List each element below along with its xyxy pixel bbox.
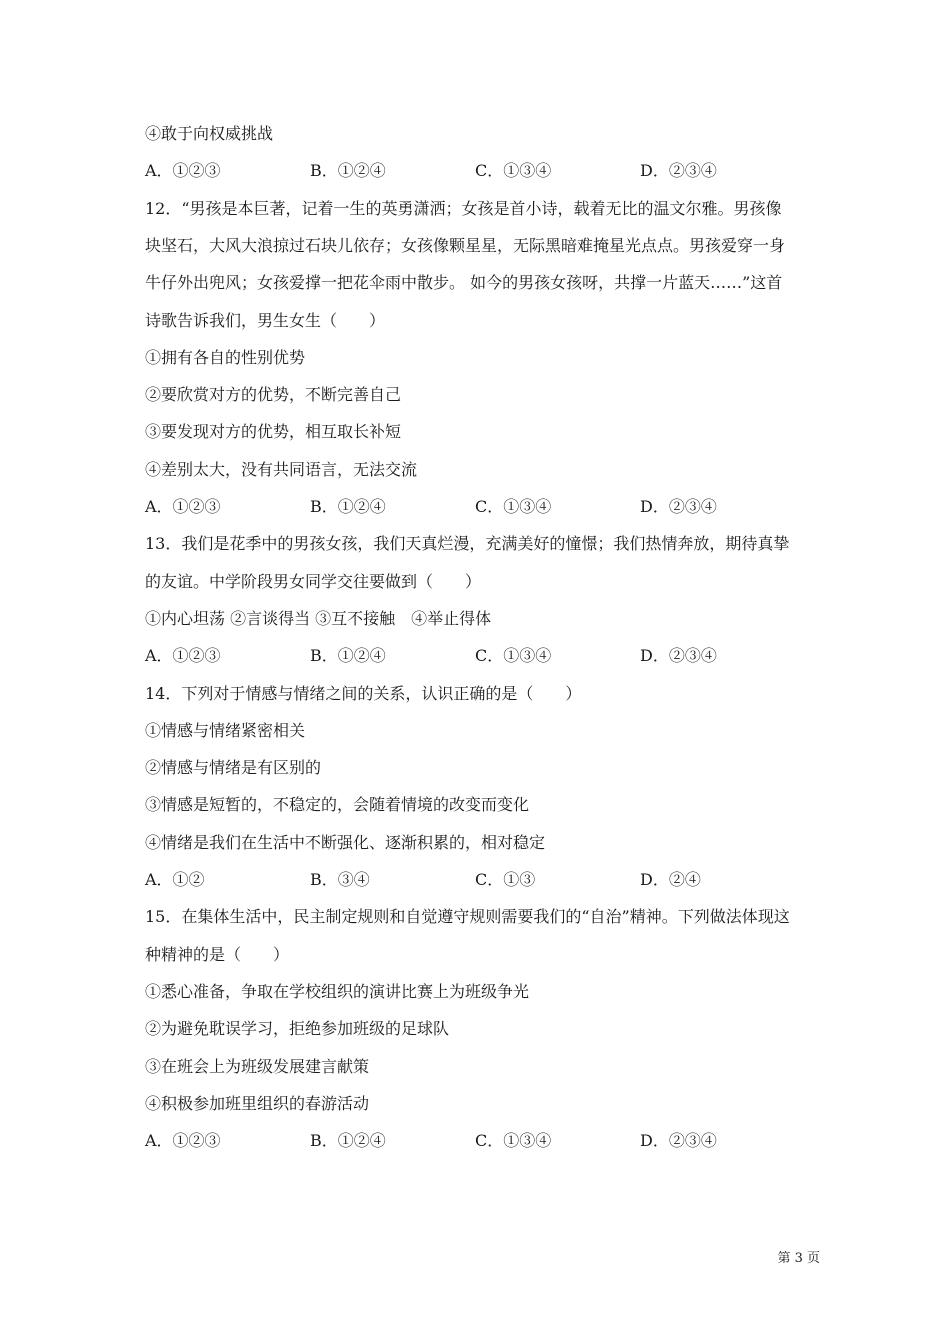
text-line: ①拥有各自的性别优势 [145, 348, 306, 367]
answer-options [145, 497, 815, 517]
option-b: B．①②④ [310, 161, 386, 180]
option-a: A．①②③ [145, 161, 221, 180]
answer-options [145, 161, 815, 181]
option-d: D．②③④ [640, 161, 717, 180]
text-line: ①情感与情绪紧密相关 [145, 721, 306, 740]
text-line: ③在班会上为班级发展建言献策 [145, 1057, 370, 1076]
option-c: C．①③④ [475, 646, 552, 665]
text-line: ②为避免耽误学习，拒绝参加班级的足球队 [145, 1019, 450, 1038]
option-b: B．①②④ [310, 1131, 386, 1150]
text-line: ③要发现对方的优势，相互取长补短 [145, 422, 402, 441]
option-c: C．①③④ [475, 1131, 552, 1150]
option-a: A．①② [145, 870, 205, 889]
text-line: ②情感与情绪是有区别的 [145, 758, 322, 777]
option-c: C．①③④ [475, 161, 552, 180]
page-number: 第 3 页 [777, 1251, 820, 1266]
text-line: 13．我们是花季中的男孩女孩，我们天真烂漫，充满美好的憧憬；我们热情奔放，期待真挚 [145, 534, 790, 553]
option-a: A．①②③ [145, 497, 221, 516]
option-d: D．②③④ [640, 1131, 717, 1150]
text-line: ①悉心准备，争取在学校组织的演讲比赛上为班级争光 [145, 982, 530, 1001]
option-a: A．①②③ [145, 646, 221, 665]
option-c: C．①③ [475, 870, 536, 889]
text-line: 12．“男孩是本巨著，记着一生的英勇潇洒；女孩是首小诗，载着无比的温文尔雅。男孩像 [145, 199, 782, 218]
option-b: B．③④ [310, 870, 370, 889]
text-line: ④积极参加班里组织的春游活动 [145, 1094, 370, 1113]
text-line: ④敢于向权威挑战 [145, 124, 274, 143]
text-line: ④情绪是我们在生活中不断强化、逐渐积累的，相对稳定 [145, 833, 546, 852]
text-line: 15．在集体生活中，民主制定规则和自觉遵守规则需要我们的“自治”精神。下列做法体现这 [145, 907, 790, 926]
text-line: ②要欣赏对方的优势，不断完善自己 [145, 385, 402, 404]
option-b: B．①②④ [310, 497, 386, 516]
option-d: D．②③④ [640, 497, 717, 516]
text-line: 14．下列对于情感与情绪之间的关系，认识正确的是（ ） [145, 684, 582, 703]
option-d: D．②④ [640, 870, 701, 889]
option-a: A．①②③ [145, 1131, 221, 1150]
text-line: ③情感是短暂的，不稳定的，会随着情境的改变而变化 [145, 795, 530, 814]
option-b: B．①②④ [310, 646, 386, 665]
answer-options [145, 870, 815, 890]
answer-options [145, 1131, 815, 1151]
text-line: ①内心坦荡 ②言谈得当 ③互不接触 ④举止得体 [145, 609, 492, 628]
answer-options [145, 646, 815, 666]
option-d: D．②③④ [640, 646, 717, 665]
text-line: ④差别太大，没有共同语言，无法交流 [145, 460, 418, 479]
text-line: 种精神的是（ ） [145, 945, 290, 964]
text-line: 的友谊。中学阶段男女同学交往要做到（ ） [145, 572, 482, 591]
option-c: C．①③④ [475, 497, 552, 516]
text-line: 诗歌告诉我们，男生女生（ ） [145, 311, 386, 330]
text-line: 牛仔外出兜风；女孩爱撑一把花伞雨中散步。 如今的男孩女孩呀，共撑一片蓝天……”这首 [145, 273, 783, 292]
text-line: 块坚石，大风大浪掠过石块儿依存；女孩像颗星星，无际黑暗难掩星光点点。男孩爱穿一身 [145, 236, 786, 255]
